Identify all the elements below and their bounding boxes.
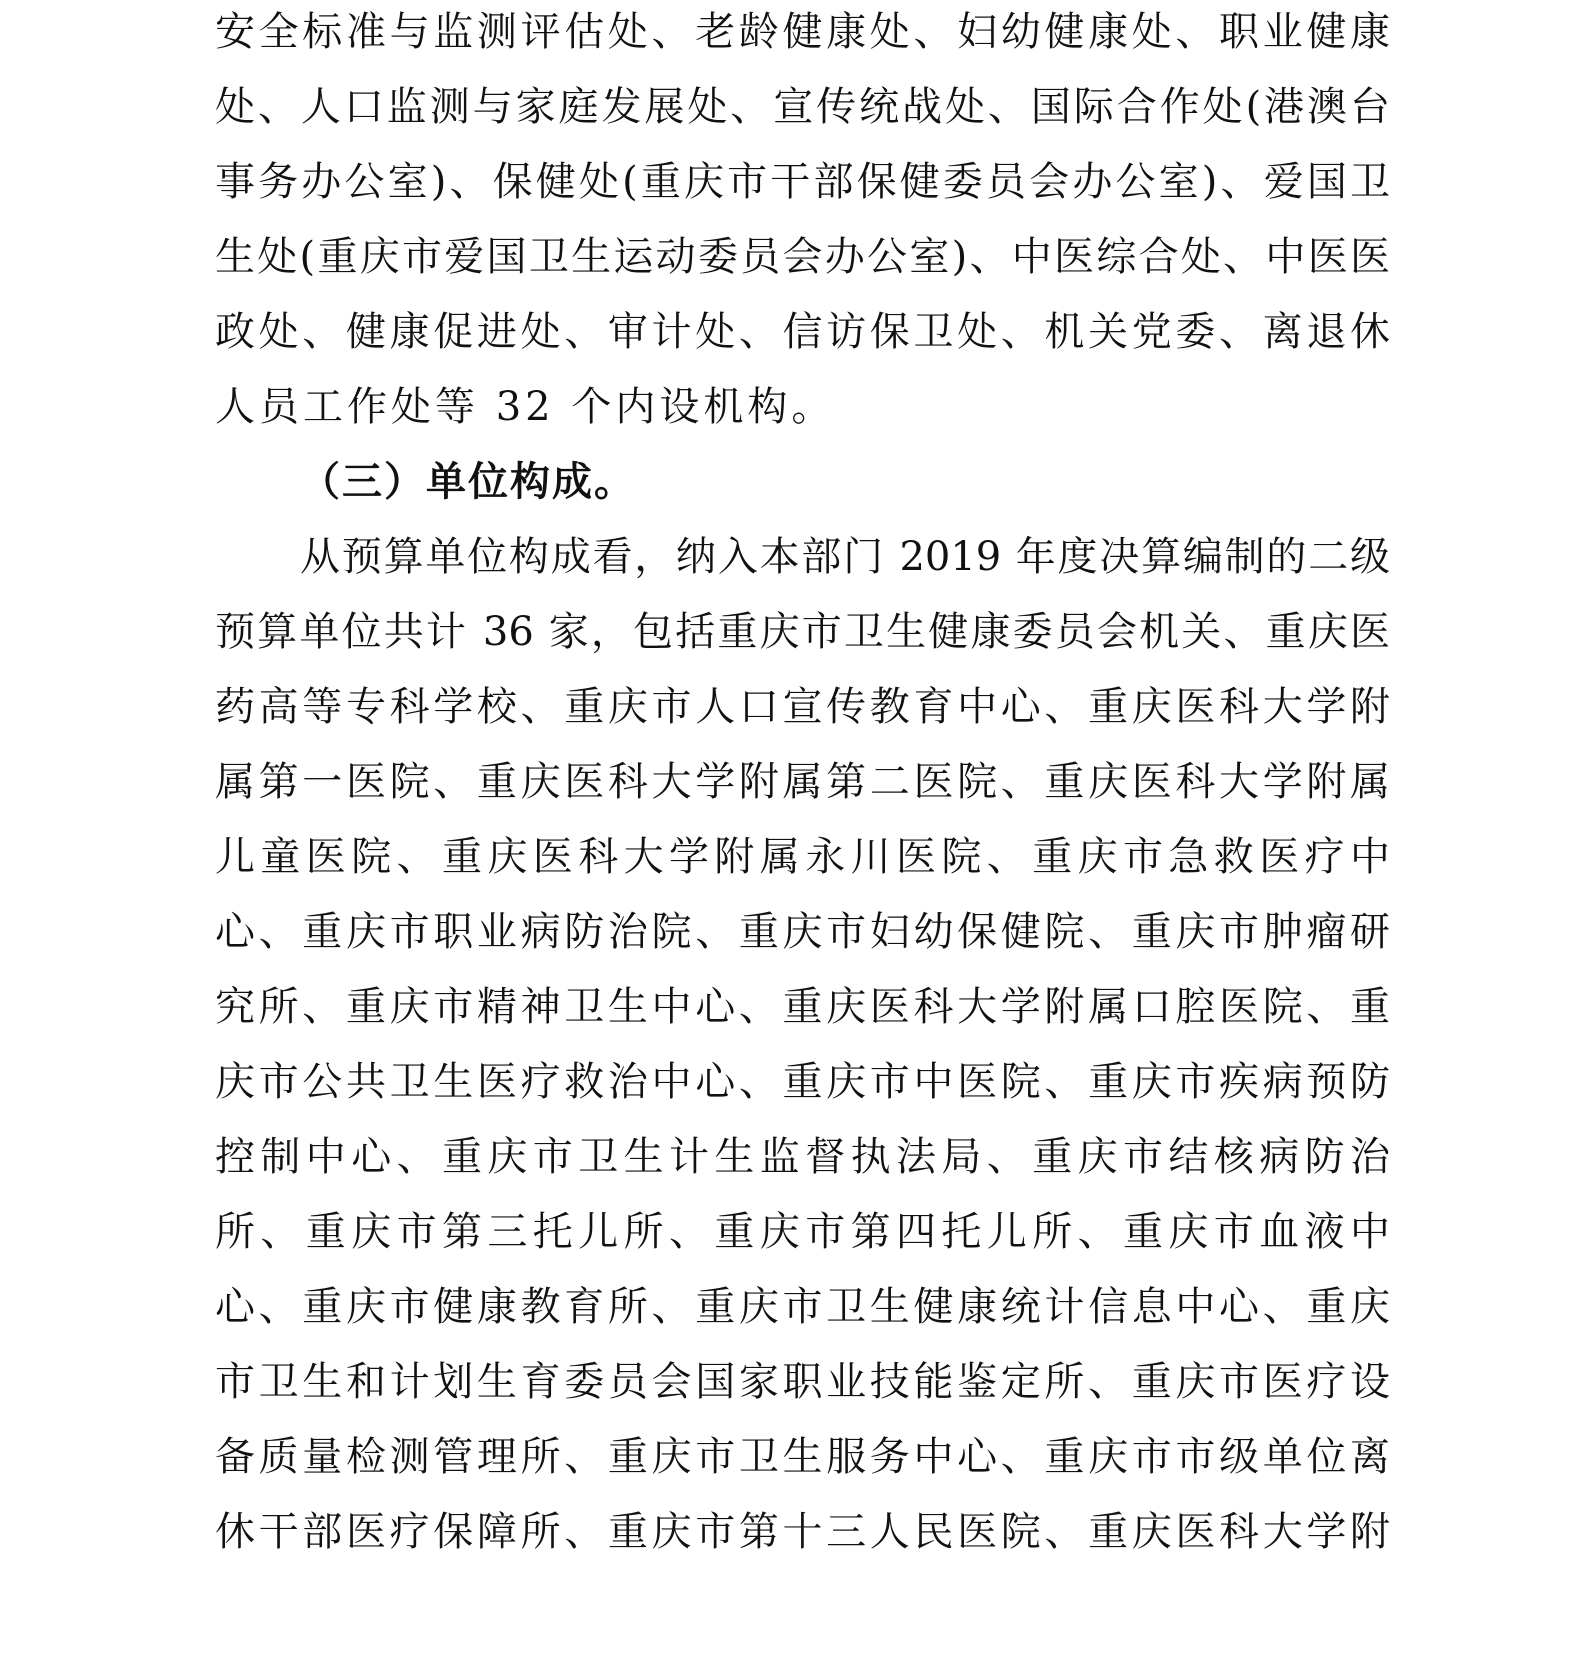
text-line: 儿童医院、重庆医科大学附属永川医院、重庆市急救医疗中 [215, 834, 1390, 880]
text-line: 处、人口监测与家庭发展处、宣传统战处、国际合作处(港澳台 [215, 84, 1390, 130]
text-line: 心、重庆市职业病防治院、重庆市妇幼保健院、重庆市肿瘤研 [215, 909, 1390, 955]
section-heading: （三）单位构成。 [300, 459, 636, 505]
text-line: 属第一医院、重庆医科大学附属第二医院、重庆医科大学附属 [215, 759, 1390, 805]
text-line: 生处(重庆市爱国卫生运动委员会办公室)、中医综合处、中医医 [215, 234, 1390, 280]
text-line: 药高等专科学校、重庆市人口宣传教育中心、重庆医科大学附 [215, 684, 1390, 730]
text-line: 心、重庆市健康教育所、重庆市卫生健康统计信息中心、重庆 [215, 1284, 1390, 1330]
text-line: 政处、健康促进处、审计处、信访保卫处、机关党委、离退休 [215, 309, 1390, 355]
text-line: 安全标准与监测评估处、老龄健康处、妇幼健康处、职业健康 [215, 9, 1390, 55]
text-line: 休干部医疗保障所、重庆市第十三人民医院、重庆医科大学附 [215, 1509, 1390, 1555]
text-line: 控制中心、重庆市卫生计生监督执法局、重庆市结核病防治 [215, 1134, 1390, 1180]
text-line: 庆市公共卫生医疗救治中心、重庆市中医院、重庆市疾病预防 [215, 1059, 1390, 1105]
text-line: 人员工作处等 32 个内设机构。 [215, 384, 836, 430]
text-line: 预算单位共计 36 家，包括重庆市卫生健康委员会机关、重庆医 [215, 609, 1390, 655]
text-line: 究所、重庆市精神卫生中心、重庆医科大学附属口腔医院、重 [215, 984, 1390, 1030]
text-line: 所、重庆市第三托儿所、重庆市第四托儿所、重庆市血液中 [215, 1209, 1390, 1255]
text-line: 事务办公室)、保健处(重庆市干部保健委员会办公室)、爱国卫 [215, 159, 1390, 205]
text-line: 市卫生和计划生育委员会国家职业技能鉴定所、重庆市医疗设 [215, 1359, 1390, 1405]
text-line: 从预算单位构成看，纳入本部门 2019 年度决算编制的二级 [300, 534, 1390, 580]
text-line: 备质量检测管理所、重庆市卫生服务中心、重庆市市级单位离 [215, 1434, 1390, 1480]
